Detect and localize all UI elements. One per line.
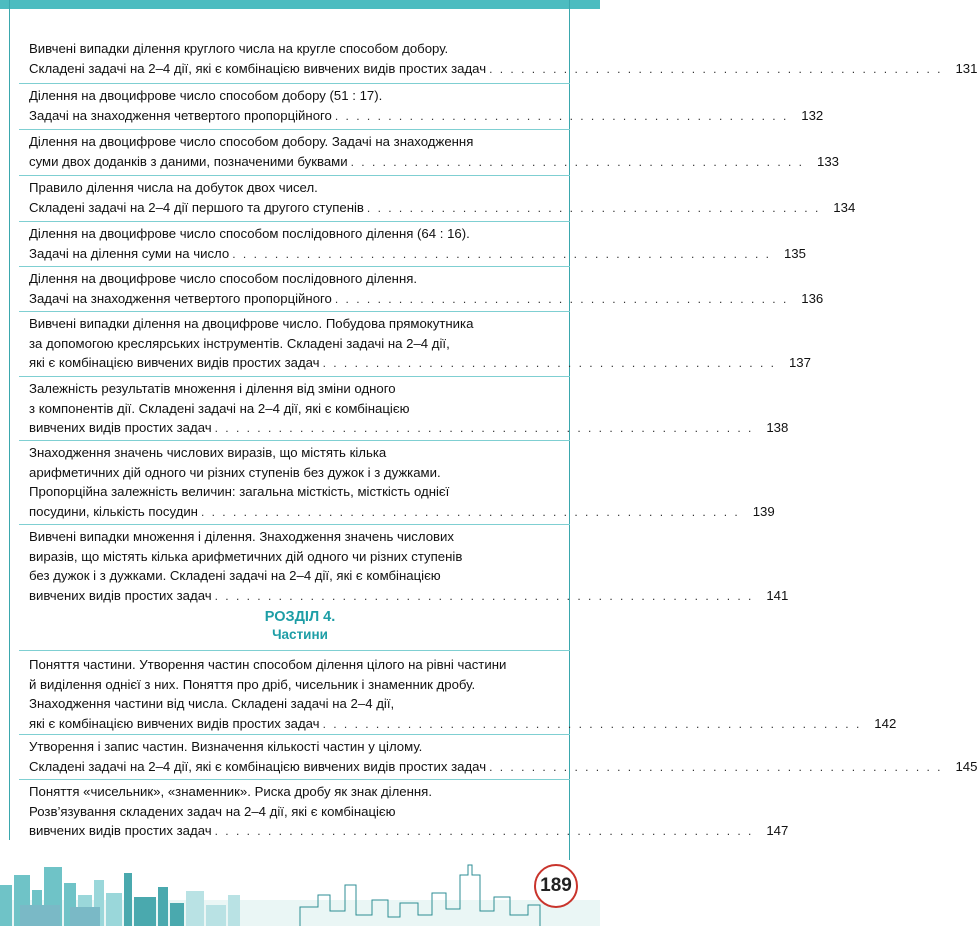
leader-dots: . . . . . . . . . . . . . . . . . . . . . . . . . . . . . . . . . . . . . . . . . . . <box>322 356 776 370</box>
leader-dots: . . . . . . . . . . . . . . . . . . . . . . . . . . . . . . . . . . . . . . . . . . . <box>489 759 943 774</box>
entry-line: за допомогою креслярських інструментів. Складені задачі на 2–4 дії, <box>29 335 450 351</box>
entry-divider <box>19 266 570 267</box>
page-ref: 133 <box>816 153 839 169</box>
entry-line: Вивчені випадки ділення на двоцифрове число. Побудова прямокутника <box>29 316 474 331</box>
entry-line: Залежність результатів множення і ділення від зміни одного <box>29 381 396 396</box>
leader-dots: . . . . . . . . . . . . . . . . . . . . . . . . . . . . . . . . . . . . . . . . . . . . . . . . . . . <box>214 421 754 435</box>
entry-divider <box>19 311 570 312</box>
toc-entry <box>29 178 856 218</box>
leader-dots: . . . . . . . . . . . . . . . . . . . . . . . . . . . . . . . . . . . . . . . . . . . <box>334 108 789 123</box>
entry-line: Задачі на ділення суми на число <box>29 245 230 261</box>
toc-entry <box>29 314 811 374</box>
entry-line: Утворення і запис частин. Визначення кількості частин у цілому. <box>29 739 423 754</box>
section-heading <box>0 608 600 644</box>
entry-line: які є комбінацією вивчених видів простих задач <box>29 715 320 731</box>
entry-line: з компонентів дії. Складені задачі на 2–4 дії, які є комбінацією <box>29 400 410 416</box>
entry-divider <box>19 129 570 130</box>
entry-line: Ділення на двоцифрове число способом добору (51 : 17). <box>29 88 383 103</box>
toc-entry <box>29 132 839 172</box>
entry-line: Ділення на двоцифрове число способом послідовного ділення. <box>29 271 418 286</box>
entry-line: Поняття частини. Утворення частин способом ділення цілого на рівні частини <box>29 657 507 672</box>
entry-line: Розв’язування складених задач на 2–4 дії, які є комбінацією <box>29 803 396 819</box>
page-number-badge <box>534 864 578 908</box>
page-ref: 147 <box>766 823 789 838</box>
leader-dots: . . . . . . . . . . . . . . . . . . . . . . . . . . . . . . . . . . . . . . . . . . . <box>366 200 821 215</box>
toc-entry <box>29 269 824 309</box>
entry-line: й виділення однієї з них. Поняття про дріб, чисельник і знаменник дробу. <box>29 676 476 692</box>
entry-line: вивчених видів простих задач <box>29 823 212 838</box>
leader-dots: . . . . . . . . . . . . . . . . . . . . . . . . . . . . . . . . . . . . . . . . . . . . . . . . . . . <box>200 504 740 519</box>
leader-dots: . . . . . . . . . . . . . . . . . . . . . . . . . . . . . . . . . . . . . . . . . . . . . . . . . . . <box>214 588 754 603</box>
entry-divider <box>19 175 570 176</box>
leader-dots: . . . . . . . . . . . . . . . . . . . . . . . . . . . . . . . . . . . . . . . . . . . . . . . . . . . <box>214 824 754 838</box>
toc-entry <box>29 224 806 264</box>
page-ref: 141 <box>766 587 789 603</box>
page-ref: 134 <box>833 199 856 215</box>
toc-entry <box>29 86 824 126</box>
entry-divider <box>19 524 570 525</box>
toc-entry <box>29 39 977 79</box>
leader-dots: . . . . . . . . . . . . . . . . . . . . . . . . . . . . . . . . . . . . . . . . . . . <box>489 61 943 76</box>
left-rule <box>9 0 10 840</box>
entry-divider <box>19 221 570 222</box>
entry-line: арифметичних дій одного чи різних ступенів без дужок і з дужками. <box>29 464 441 480</box>
entry-line: суми двох доданків з даними, позначеними буквами <box>29 153 348 169</box>
entry-line: вивчених видів простих задач <box>29 420 212 435</box>
entry-line: Ділення на двоцифрове число способом послідовного ділення (64 : 16). <box>29 226 470 241</box>
entry-line: Вивчені випадки ділення круглого числа на кругле способом добору. <box>29 41 449 56</box>
top-accent-bar <box>0 0 600 9</box>
entry-line: Правило ділення числа на добуток двох чисел. <box>29 180 318 195</box>
toc-entry <box>29 379 789 439</box>
page-ref: 135 <box>783 245 806 261</box>
entry-line: Знаходження значень числових виразів, що містять кілька <box>29 445 387 460</box>
toc-entry <box>29 527 789 606</box>
entry-line: Складені задачі на 2–4 дії першого та другого ступенів <box>29 199 364 215</box>
entry-divider <box>19 779 570 780</box>
page-ref: 138 <box>766 420 789 435</box>
leader-dots: . . . . . . . . . . . . . . . . . . . . . . . . . . . . . . . . . . . . . . . . . . . . . . . . . . . <box>232 246 771 261</box>
toc-entry <box>29 737 977 777</box>
page-number: 189 <box>534 864 578 908</box>
entry-line: Складені задачі на 2–4 дії, які є комбінацією вивчених видів простих задач <box>29 758 487 774</box>
entry-line: які є комбінацією вивчених видів простих задач <box>29 355 320 370</box>
entry-line: виразів, що містять кілька арифметичних дій одного чи різних ступенів <box>29 548 463 564</box>
entry-divider <box>19 376 570 377</box>
entry-line: Пропорційна залежність величин: загальна місткість, місткість однієї <box>29 484 450 499</box>
entry-line: Ділення на двоцифрове число способом добору. Задачі на знаходження <box>29 134 474 149</box>
leader-dots: . . . . . . . . . . . . . . . . . . . . . . . . . . . . . . . . . . . . . . . . . . . <box>334 291 789 306</box>
leader-dots: . . . . . . . . . . . . . . . . . . . . . . . . . . . . . . . . . . . . . . . . . . . <box>350 154 804 169</box>
page-ref: 145 <box>955 758 977 774</box>
page-ref: 142 <box>874 715 897 731</box>
entry-line: Поняття «чисельник», «знаменник». Риска дробу як знак ділення. <box>29 784 432 799</box>
entry-line: Задачі на знаходження четвертого пропорційного <box>29 290 332 306</box>
entry-line: Задачі на знаходження четвертого пропорційного <box>29 107 332 123</box>
leader-dots: . . . . . . . . . . . . . . . . . . . . . . . . . . . . . . . . . . . . . . . . . . . . . . . . . . . <box>322 716 862 731</box>
page-ref: 137 <box>788 355 811 370</box>
entry-line: посудини, кількість посудин <box>29 503 198 519</box>
entry-divider <box>19 83 570 84</box>
toc-entry <box>29 443 775 522</box>
entry-line: вивчених видів простих задач <box>29 587 212 603</box>
city-skyline-illustration <box>0 845 600 926</box>
entry-divider <box>19 440 570 441</box>
entry-line: Складені задачі на 2–4 дії, які є комбінацією вивчених видів простих задач <box>29 60 487 76</box>
section-subtitle: Частини <box>272 627 328 642</box>
page-ref: 131 <box>955 60 977 76</box>
page-ref: 132 <box>801 107 824 123</box>
toc-entry <box>29 782 789 842</box>
entry-line: Вивчені випадки множення і ділення. Знаходження значень числових <box>29 529 455 544</box>
entry-line: Знаходження частини від числа. Складені задачі на 2–4 дії, <box>29 696 395 711</box>
entry-divider <box>19 650 570 651</box>
entry-divider <box>19 734 570 735</box>
toc-entry <box>29 655 897 734</box>
page-ref: 139 <box>752 503 775 519</box>
section-title: РОЗДІЛ 4. <box>264 609 336 625</box>
entry-line: без дужок і з дужками. Складені задачі на 2–4 дії, які є комбінацією <box>29 568 441 583</box>
page-ref: 136 <box>801 290 824 306</box>
